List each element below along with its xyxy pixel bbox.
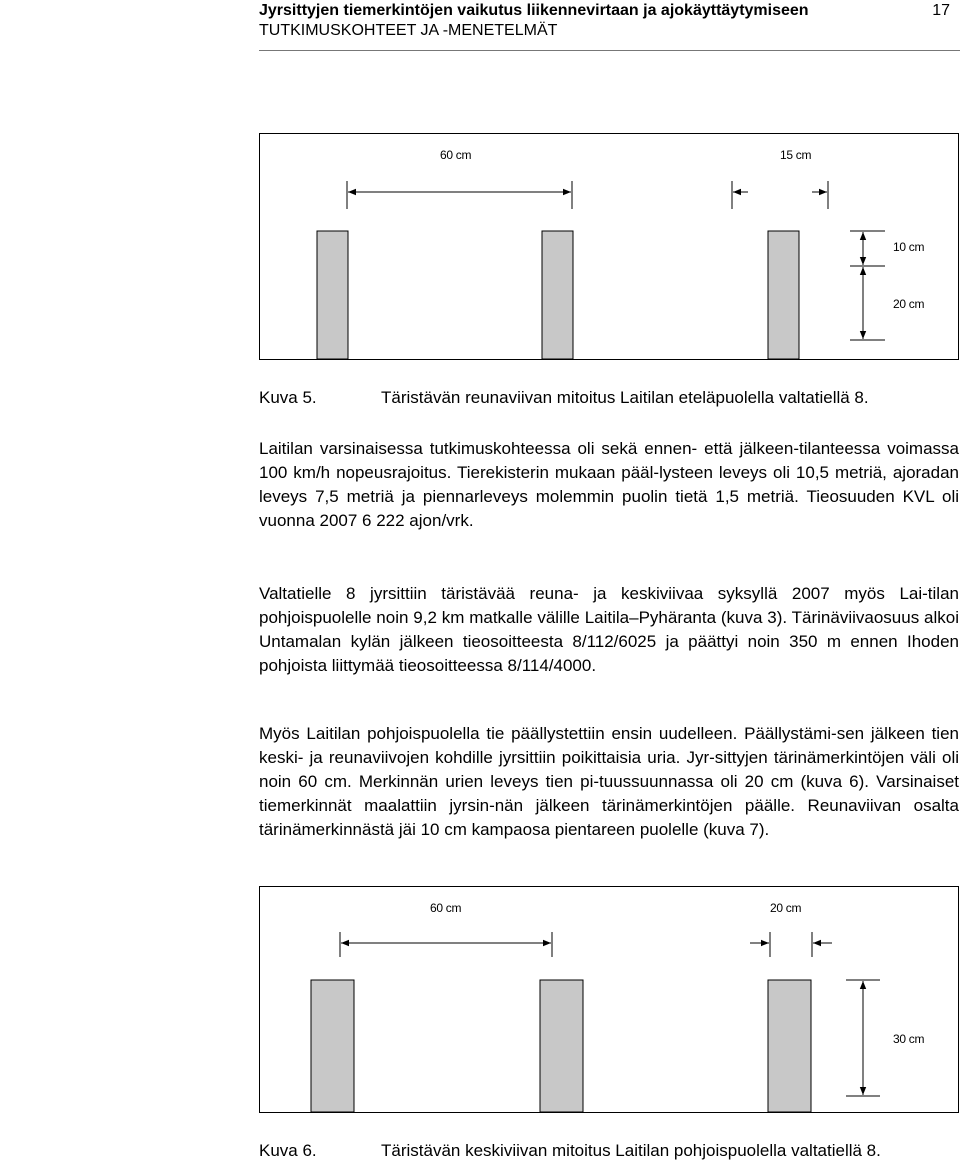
body-paragraph-3: Myös Laitilan pohjoispuolella tie päällystettiin ensin uudelleen. Päällystämi-sen jälkeen tien keski- ja reunaviivojen kohdille jyrsittiin poikittaisia uria. Jyr-sittyjen tärinämerkintöjen väli oli noin 60 cm. Merkinnän urien leveys tien pi-tuussuunnassa oli 20 cm (kuva 6). Varsinaiset tiemerkinnät maalattiin jyrsin-nän jälkeen tärinämerkintöjen päälle. Reunaviivan osalta tärinämerkinnästä jäi 10 cm kampaosa pientareen puolelle (kuva 7). — [259, 724, 959, 839]
groove-block-3 — [768, 231, 799, 359]
caption-text: Täristävän reunaviivan mitoitus Laitilan eteläpuolella valtatiellä 8. — [381, 388, 869, 407]
body-paragraph-2: Valtatielle 8 jyrsittiin täristävää reuna- ja keskiviivaa syksyllä 2007 myös Lai-tilan pohjoispuolelle noin 9,2 km matkalle välille Laitila–Pyhäranta (kuva 3). Tärinäviivaosuus alkoi Untamalan kylän jälkeen tieosoitteesta 8/112/6025 ja päättyi noin 350 m ennen Ihoden pohjoista liittymää tieosoitteessa 8/114/4000. — [259, 584, 959, 675]
dimension-label-length: 30 cm — [893, 1032, 925, 1046]
groove-block-1 — [311, 980, 354, 1112]
dimension-label-length: 20 cm — [893, 297, 925, 311]
figure-5-diagram — [259, 133, 959, 360]
dimension-label-offset: 10 cm — [893, 240, 925, 254]
caption-label: Kuva 5. — [259, 388, 317, 407]
figure-6-caption — [259, 1141, 881, 1161]
body-paragraph-1: Laitilan varsinaisessa tutkimuskohteessa oli sekä ennen- että jälkeen-tilanteessa voimassa 100 km/h nopeusrajoitus. Tierekisterin mukaan pääl-lysteen leveys oli 10,5 metriä, ajoradan leveys 7,5 metriä ja piennarleveys molemmin puolin tietä 1,5 metriä. Tieosuuden KVL oli vuonna 2007 6 222 ajon/vrk. — [259, 439, 959, 530]
groove-block-3 — [768, 980, 811, 1112]
figure-5-drawing — [260, 134, 958, 359]
caption-text: Täristävän keskiviivan mitoitus Laitilan pohjoispuolella valtatiellä 8. — [381, 1141, 881, 1160]
figure-5-caption — [259, 388, 869, 408]
groove-block-2 — [540, 980, 583, 1112]
groove-block-1 — [317, 231, 348, 359]
figure-6-diagram — [259, 886, 959, 1113]
dimension-label-width: 20 cm — [770, 901, 802, 915]
running-header-title: Jyrsittyjen tiemerkintöjen vaikutus liikennevirtaan ja ajokäyttäytymiseen — [259, 2, 809, 19]
page-number: 17 — [932, 2, 950, 19]
dimension-label-spacing: 60 cm — [430, 901, 462, 915]
dimension-label-width: 15 cm — [780, 148, 812, 162]
groove-block-2 — [542, 231, 573, 359]
running-header-section: TUTKIMUSKOHTEET JA -MENETELMÄT — [259, 22, 558, 39]
dimension-label-spacing: 60 cm — [440, 148, 472, 162]
caption-label: Kuva 6. — [259, 1141, 317, 1160]
header-divider — [259, 50, 960, 51]
figure-6-drawing — [260, 887, 958, 1112]
